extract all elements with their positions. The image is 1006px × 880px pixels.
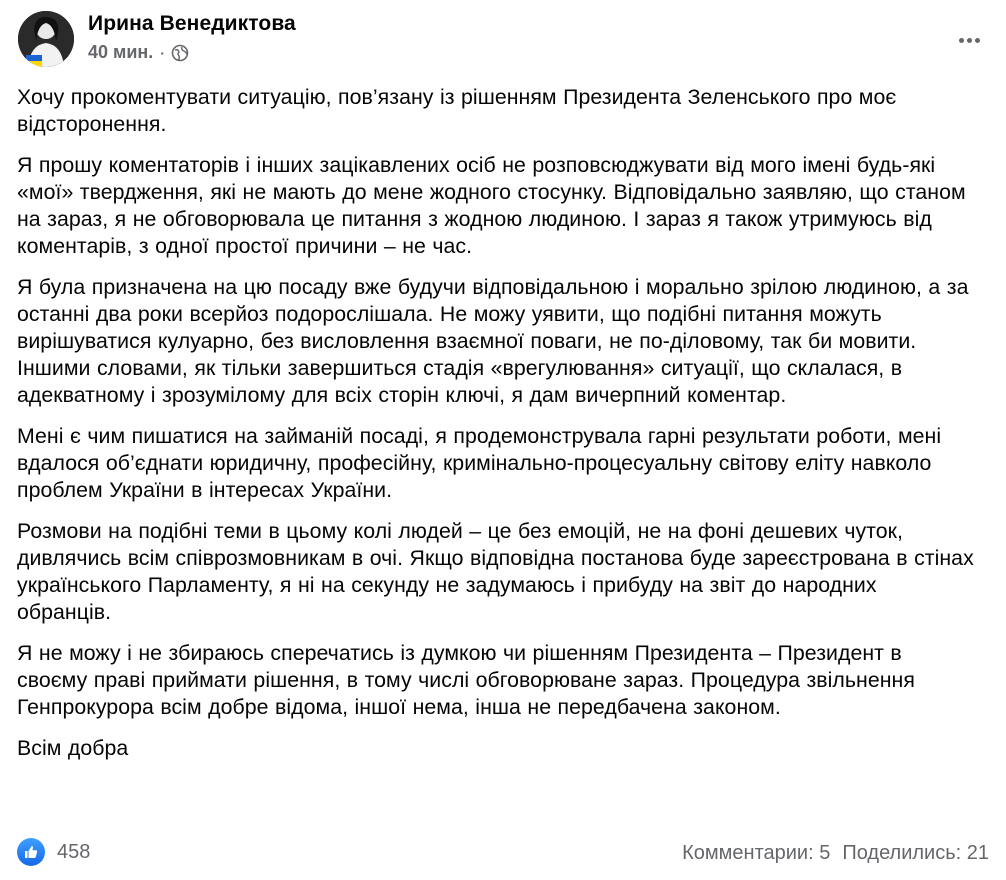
reaction-count: 458 (57, 840, 91, 863)
reactions-summary[interactable] (17, 838, 90, 866)
author-name[interactable]: Ирина Венедиктова (88, 12, 296, 35)
engagement-stats (682, 842, 989, 865)
post-footer (17, 836, 989, 872)
post-paragraph: Мені є чим пишатися на займаній посаді, я продемонструвала гарні результати роботи, мені вдалося об’єднати юридичну, професійну, кримінально-процесуальну світову еліту навколо проблем України в інтересах України. (17, 424, 942, 502)
post-paragraph: Розмови на подібні теми в цьому колі людей – це без емоцій, не на фоні дешевих чуток, дивлячись всім співрозмовникам в очі. Якщо відповідна постанова буде зареєстрована в стінах українського Парламенту, я ні на секунду не задумаюсь і прибуду на звіт до народних обранців. (17, 519, 974, 624)
shares-count[interactable]: Поделились: 21 (842, 842, 989, 864)
author-avatar[interactable] (18, 11, 74, 67)
post-paragraph: Всім добра (17, 736, 129, 760)
post-meta (88, 42, 189, 63)
post-paragraph: Я була призначена на цю посаду вже будучи відповідальною і морально зрілою людиною, а за останні два роки всерйоз подорослішала. Не можу уявити, що подібні питання можуть вирішуватися кулуарно, без висловлення взаємної поваги, не по-діловому, так би мовити. Іншими словами, як тільки завершиться стадія «врегулювання» ситуації, що склалася, в адекватному і зрозумілому для всіх сторін ключі, я дам вичерпний коментар. (17, 275, 969, 407)
comments-count[interactable]: Комментарии: 5 (682, 842, 831, 864)
post-paragraph: Я не можу і не збираюсь сперечатись із думкою чи рішенням Президента – Президент в своєму праві приймати рішення, в тому числі обговорюване зараз. Процедура звільнення Генпрокурора всім добре відома, іншої нема, інша не передбачена законом. (17, 641, 915, 719)
post-header (18, 8, 993, 74)
like-icon (17, 838, 45, 866)
post-body (17, 84, 977, 776)
avatar-photo (18, 11, 74, 67)
meta-separator: · (160, 44, 165, 61)
post-paragraph: Хочу прокоментувати ситуацію, пов’язану із рішенням Президента Зеленського про моє відсторонення. (17, 85, 897, 136)
globe-icon[interactable] (171, 44, 189, 62)
post-paragraph: Я прошу коментаторів і інших зацікавлених осіб не розповсюджувати від мого імені будь-які «мої» твердження, які не мають до мене жодного стосунку. Відповідально заявляю, що станом на зараз, я не обговорювала це питання з жодною людиною. І зараз я також утримуюсь від коментарів, з одної простої причини – не час. (17, 153, 966, 258)
post-timestamp[interactable]: 40 мин. (88, 42, 154, 62)
more-options-icon[interactable] (951, 22, 987, 58)
